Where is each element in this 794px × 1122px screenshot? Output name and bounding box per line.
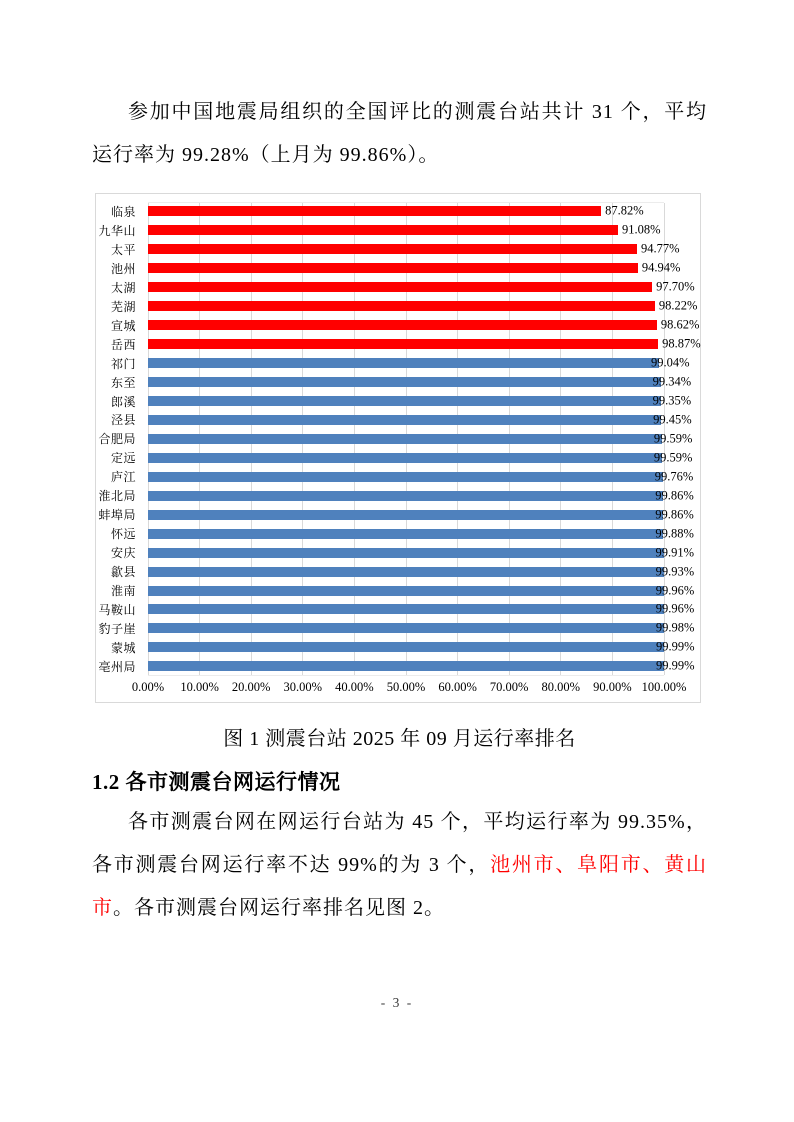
bar-category-label: 庐江 bbox=[110, 470, 136, 485]
bar bbox=[148, 263, 638, 273]
figure-1-bar-chart bbox=[95, 193, 701, 703]
bar bbox=[148, 206, 601, 216]
bar bbox=[148, 510, 663, 520]
chart-bar-row bbox=[96, 392, 692, 411]
bar bbox=[148, 339, 658, 349]
bar-category-label: 马鞍山 bbox=[98, 602, 136, 617]
bar-category-label: 九华山 bbox=[98, 223, 136, 238]
bar-value-label: 99.35% bbox=[652, 393, 692, 408]
bar-track bbox=[148, 335, 701, 354]
bar-track bbox=[148, 448, 693, 467]
bar-category-label: 淮南 bbox=[110, 584, 136, 599]
chart-bar-row bbox=[96, 467, 694, 486]
text-line bbox=[92, 887, 707, 930]
bar-category-label: 蒙城 bbox=[110, 640, 136, 655]
bar-value-label: 94.77% bbox=[641, 241, 680, 256]
chart-bar-row bbox=[96, 410, 692, 429]
bar-track bbox=[148, 581, 695, 600]
chart-bar-row bbox=[96, 619, 695, 638]
bar bbox=[148, 301, 655, 311]
bar bbox=[148, 529, 663, 539]
bar-track bbox=[148, 373, 692, 392]
bar-track bbox=[148, 240, 680, 259]
chart-bar-row bbox=[96, 373, 692, 392]
bar-track bbox=[148, 354, 690, 373]
bar-value-label: 99.96% bbox=[655, 583, 695, 598]
bar-track bbox=[148, 657, 695, 676]
bar bbox=[148, 491, 663, 501]
bar bbox=[148, 472, 663, 482]
bar bbox=[148, 358, 659, 368]
bar-category-label: 祁门 bbox=[110, 356, 136, 371]
text-line bbox=[92, 134, 707, 177]
bar-value-label: 98.62% bbox=[660, 317, 700, 332]
bar-track bbox=[148, 429, 693, 448]
bar-value-label: 99.34% bbox=[652, 374, 692, 389]
bar-value-label: 94.94% bbox=[641, 260, 681, 275]
bar-category-label: 池州 bbox=[110, 261, 136, 276]
x-axis-tick-label: 0.00% bbox=[131, 680, 165, 694]
chart-bar-row bbox=[96, 562, 695, 581]
bar-value-label: 98.22% bbox=[658, 298, 698, 313]
x-axis-tick-label: 80.00% bbox=[541, 680, 581, 694]
bar bbox=[148, 567, 664, 577]
bar-value-label: 99.86% bbox=[655, 488, 694, 503]
bar-value-label: 99.93% bbox=[655, 564, 695, 579]
bar-track bbox=[148, 600, 695, 619]
page-number: - 3 - bbox=[380, 995, 414, 1010]
bar-category-label: 宣城 bbox=[110, 318, 136, 333]
chart-bar-row bbox=[96, 448, 693, 467]
bar bbox=[148, 642, 664, 652]
text-line bbox=[92, 801, 707, 844]
bar-value-label: 99.98% bbox=[655, 620, 695, 635]
bar bbox=[148, 453, 662, 463]
chart-bar-row bbox=[96, 581, 695, 600]
bar-category-label: 泾县 bbox=[110, 413, 136, 428]
bar-category-label: 东至 bbox=[110, 375, 136, 390]
bar-category-label: 合肥局 bbox=[98, 432, 136, 447]
bar bbox=[148, 586, 664, 596]
section-heading-1-2: 1.2 各市测震台网运行情况 bbox=[92, 770, 341, 794]
bar-category-label: 蚌埠局 bbox=[98, 508, 136, 523]
bar bbox=[148, 396, 661, 406]
chart-bar-row bbox=[96, 259, 681, 278]
bar-category-label: 临泉 bbox=[110, 204, 136, 219]
bar-value-label: 99.99% bbox=[655, 639, 695, 654]
bar-track bbox=[148, 392, 692, 411]
bar-value-label: 97.70% bbox=[656, 279, 695, 294]
x-axis-tick-label: 30.00% bbox=[283, 680, 323, 694]
bar-category-label: 太平 bbox=[110, 242, 136, 257]
chart-bar-row bbox=[96, 524, 694, 543]
chart-bar-row bbox=[96, 335, 701, 354]
chart-bar-row bbox=[96, 221, 664, 240]
bar-value-label: 99.59% bbox=[653, 431, 693, 446]
text-segment: 各市测震台网在网运行台站为 45 个，平均运行率为 99.35%， bbox=[128, 811, 707, 833]
page-content bbox=[92, 0, 707, 930]
paragraph-network-summary bbox=[92, 801, 707, 930]
chart-bar-row bbox=[96, 297, 698, 316]
chart-bar-row bbox=[96, 202, 664, 221]
x-axis-tick-label: 10.00% bbox=[180, 680, 219, 694]
x-axis-tick-label: 90.00% bbox=[593, 680, 632, 694]
bar-track bbox=[148, 467, 694, 486]
text-line bbox=[92, 91, 707, 134]
bar bbox=[148, 623, 664, 633]
bar-track bbox=[148, 278, 695, 297]
bar-category-label: 亳州局 bbox=[98, 659, 136, 674]
bar-category-label: 怀远 bbox=[110, 527, 136, 542]
x-axis-tick-label: 60.00% bbox=[438, 680, 477, 694]
x-axis-tick-label: 20.00% bbox=[231, 680, 271, 694]
chart-bar-row bbox=[96, 429, 693, 448]
bar-track bbox=[148, 505, 694, 524]
highlighted-text: 市 bbox=[92, 897, 113, 919]
chart-rows bbox=[96, 202, 701, 676]
bar-category-label: 豹子崖 bbox=[98, 621, 136, 636]
bar bbox=[148, 244, 637, 254]
bar-track bbox=[148, 562, 695, 581]
chart-bar-row bbox=[96, 354, 690, 373]
bar bbox=[148, 320, 657, 330]
bar-value-label: 99.59% bbox=[653, 450, 693, 465]
bar-track bbox=[148, 619, 695, 638]
bar-track bbox=[148, 259, 681, 278]
text-segment: 运行率为 99.28%（上月为 99.86%）。 bbox=[92, 144, 440, 166]
bar-value-label: 99.04% bbox=[651, 355, 690, 370]
chart-bar-row bbox=[96, 240, 680, 259]
bar bbox=[148, 434, 662, 444]
bar-value-label: 91.08% bbox=[621, 222, 661, 237]
bar-category-label: 太湖 bbox=[110, 280, 136, 295]
bar-category-label: 岳西 bbox=[110, 337, 136, 352]
text-segment: 各市测震台网运行率不达 99%的为 3 个， bbox=[92, 854, 491, 876]
bar-track bbox=[148, 221, 664, 240]
bar-value-label: 87.82% bbox=[605, 203, 644, 218]
chart-bar-row bbox=[96, 657, 695, 676]
bar bbox=[148, 661, 664, 671]
bar-value-label: 98.87% bbox=[662, 336, 701, 351]
bar-value-label: 99.76% bbox=[654, 469, 694, 484]
bar-track bbox=[148, 297, 698, 316]
chart-bar-row bbox=[96, 486, 694, 505]
text-segment: 。各市测震台网运行率排名见图 2。 bbox=[113, 897, 445, 919]
chart-bar-row bbox=[96, 600, 695, 619]
paragraph-station-summary bbox=[92, 91, 707, 177]
bar-value-label: 99.99% bbox=[655, 658, 695, 673]
bar-value-label: 99.86% bbox=[655, 507, 694, 522]
bar-track bbox=[148, 486, 694, 505]
bar-category-label: 歙县 bbox=[110, 565, 136, 580]
bar-category-label: 安庆 bbox=[110, 546, 136, 561]
chart-x-axis bbox=[131, 680, 687, 698]
bar-value-label: 99.91% bbox=[655, 545, 695, 560]
highlighted-text: 池州市、阜阳市、黄山 bbox=[490, 854, 707, 876]
bar-category-label: 定远 bbox=[110, 451, 136, 466]
chart-bar-row bbox=[96, 505, 694, 524]
figure-1-caption: 图 1 测震台站 2025 年 09 月运行率排名 bbox=[223, 728, 576, 750]
bar-value-label: 99.45% bbox=[653, 412, 692, 427]
text-segment: 参加中国地震局组织的全国评比的测震台站共计 31 个，平均 bbox=[128, 101, 707, 123]
x-axis-tick-label: 70.00% bbox=[489, 680, 529, 694]
x-axis-tick-label: 50.00% bbox=[386, 680, 426, 694]
bar bbox=[148, 377, 661, 387]
chart-bar-row bbox=[96, 316, 700, 335]
bar-track bbox=[148, 202, 664, 221]
bar-value-label: 99.88% bbox=[655, 526, 694, 541]
chart-bar-row bbox=[96, 638, 695, 657]
bar-track bbox=[148, 638, 695, 657]
bar bbox=[148, 604, 664, 614]
bar-category-label: 芜湖 bbox=[110, 299, 136, 314]
bar-track bbox=[148, 410, 692, 429]
x-axis-tick-label: 40.00% bbox=[335, 680, 374, 694]
bar-track bbox=[148, 543, 695, 562]
x-axis-tick-label: 100.00% bbox=[641, 680, 687, 694]
bar bbox=[148, 415, 661, 425]
bar-value-label: 99.96% bbox=[655, 601, 695, 616]
bar bbox=[148, 548, 664, 558]
chart-bar-row bbox=[96, 543, 695, 562]
text-line bbox=[92, 844, 707, 887]
bar bbox=[148, 225, 618, 235]
bar-track bbox=[148, 316, 700, 335]
bar-category-label: 淮北局 bbox=[98, 489, 136, 504]
chart-bar-row bbox=[96, 278, 695, 297]
bar-category-label: 郎溪 bbox=[110, 394, 136, 409]
bar-track bbox=[148, 524, 694, 543]
bar bbox=[148, 282, 652, 292]
